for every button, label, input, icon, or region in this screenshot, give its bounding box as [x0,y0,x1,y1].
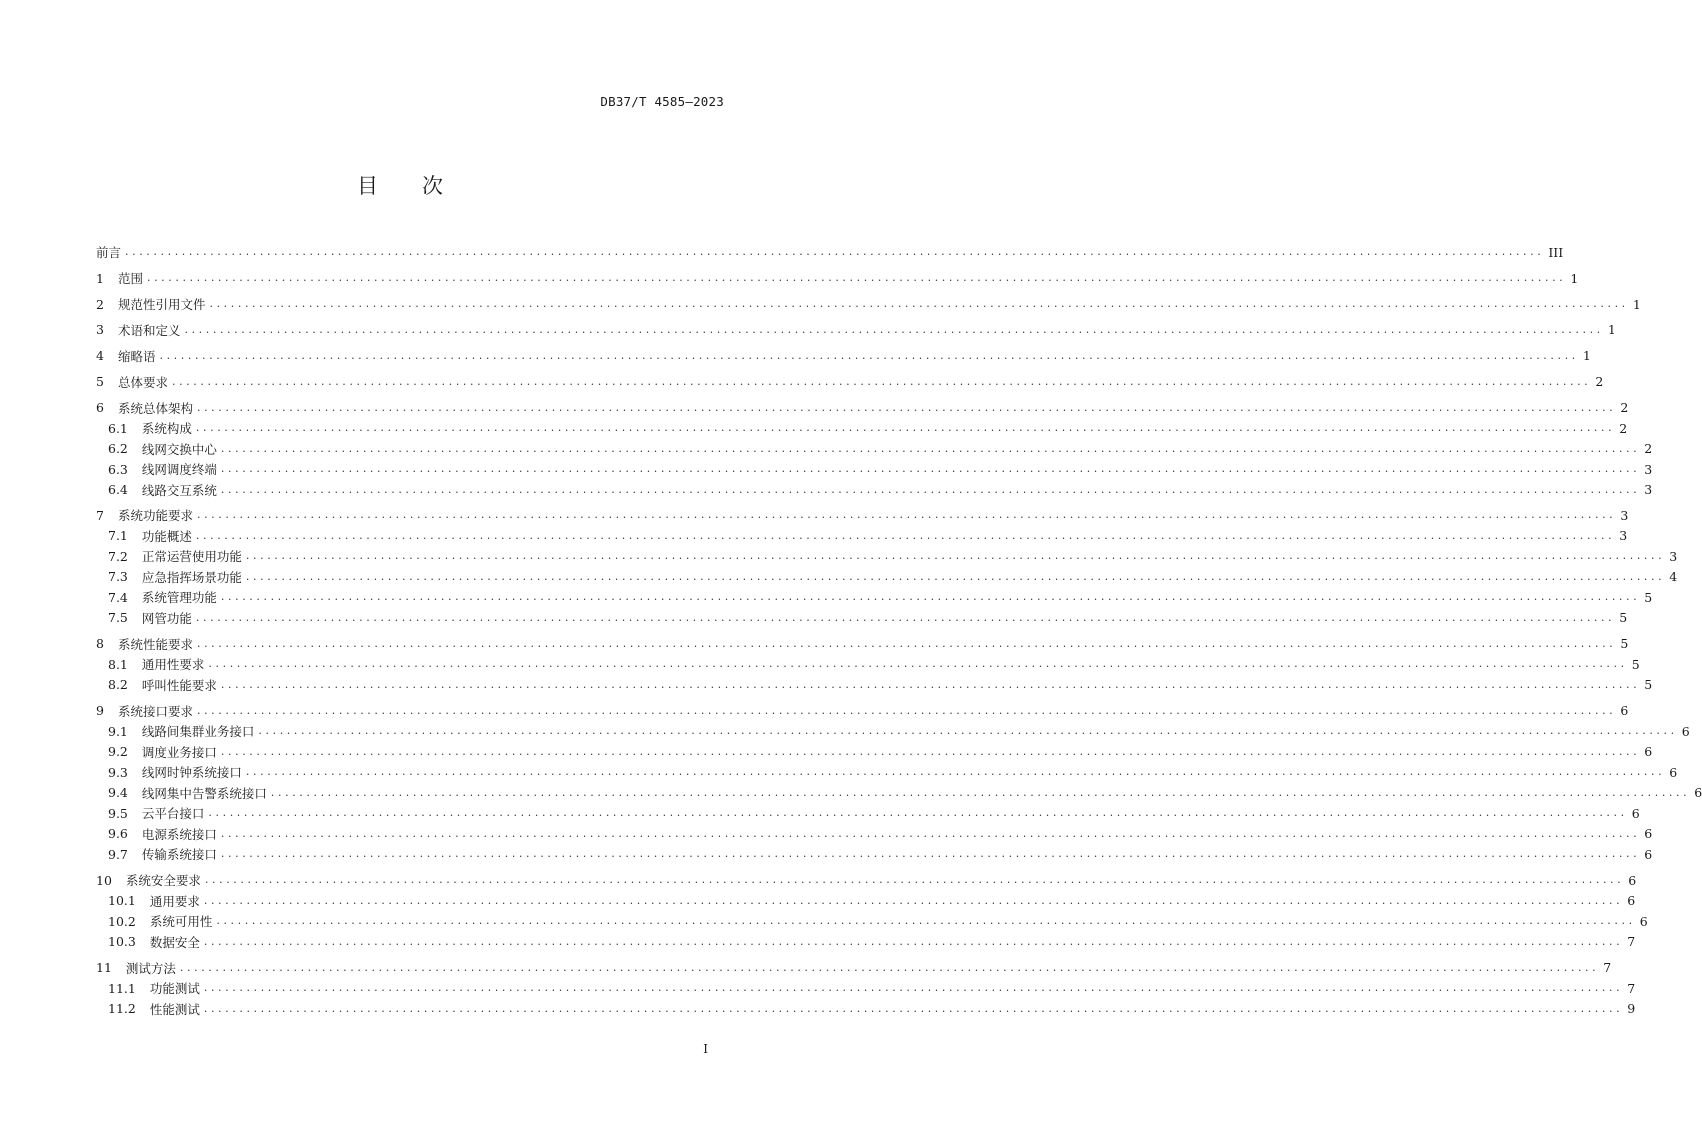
toc-entry-number: 7.5 [108,610,128,626]
toc-entry-page: 5 [1644,589,1653,605]
toc-entry-title: 线路间集群业务接口 [141,724,255,740]
toc-entry-number: 6 [96,400,104,416]
toc-entry[interactable] [96,844,1653,865]
toc-entry-number: 2 [96,296,104,312]
toc-entry-number: 7 [96,507,104,523]
toc-entry-title: 通用要求 [149,893,200,909]
toc-entry[interactable] [96,978,1636,999]
toc-leader-dots: ........................................................................................................................................................................................................ [171,374,1592,388]
toc-entry[interactable] [96,459,1653,480]
toc-entry-number: 7.3 [108,569,128,585]
toc-entry-number: 4 [96,348,104,364]
toc-entry-number: 10 [96,872,112,888]
toc-entry[interactable] [96,505,1629,526]
toc-leader-dots: ........................................................................................................................................................................................................ [195,421,1616,435]
toc-entry[interactable] [96,998,1636,1019]
toc-entry[interactable] [96,742,1653,763]
toc-entry[interactable] [96,346,1591,367]
toc-title [0,170,800,200]
toc-entry-title: 正常运营使用功能 [141,549,242,565]
toc-leader-dots: ........................................................................................................................................................................................................ [208,806,1628,820]
toc-entry-page: 2 [1620,400,1629,416]
toc-entry-title: 系统可用性 [149,914,213,930]
toc-entry-number: 9.5 [108,805,128,821]
toc-leader-dots: ........................................................................................................................................................................................................ [220,744,1641,758]
toc-entry-page: 5 [1644,677,1653,693]
toc-leader-dots: ........................................................................................................................................................................................................ [220,441,1641,455]
toc-entry-number: 9.6 [108,826,128,842]
toc-entry-page: 6 [1644,846,1653,862]
toc-entry-number: 11.1 [108,980,136,996]
toc-entry-page: 6 [1681,723,1690,739]
toc-entry-page: 3 [1644,461,1653,477]
toc-entry-page: 6 [1628,872,1637,888]
toc-entry-page: 6 [1639,913,1648,929]
toc-leader-dots: ........................................................................................................................................................................................................ [245,549,1666,563]
toc-entry-page: 1 [1607,322,1616,338]
toc-entry-number: 10.3 [108,934,136,950]
toc-entry-page: 7 [1627,980,1636,996]
toc-entry[interactable] [96,479,1653,500]
toc-entry-title: 测试方法 [125,960,176,976]
toc-entry-page: 2 [1619,420,1628,436]
toc-entry-page: 6 [1631,805,1640,821]
toc-entry-title: 线网时钟系统接口 [141,765,242,781]
toc-leader-dots: ........................................................................................................................................................................................................ [203,981,1624,995]
toc-entry[interactable] [96,242,1564,263]
toc-entry-number: 8.1 [108,656,128,672]
toc-entry-page: III [1548,244,1564,260]
toc-entry-number: 9.2 [108,744,128,760]
toc-entry[interactable] [96,701,1629,722]
toc-leader-dots: ........................................................................................................................................................................................................ [184,322,1604,336]
toc-leader-dots: ........................................................................................................................................................................................................ [125,245,1545,259]
toc-entry-page: 1 [1632,296,1641,312]
toc-entry-title: 系统构成 [141,421,192,437]
toc-leader-dots: ........................................................................................................................................................................................................ [196,636,1617,650]
toc-entry-page: 6 [1620,703,1629,719]
toc-entry-number: 9.3 [108,764,128,780]
toc-leader-dots: ........................................................................................................................................................................................................ [209,297,1629,311]
toc-entry[interactable] [96,587,1653,608]
toc-entry[interactable] [96,911,1648,932]
toc-entry-page: 6 [1694,785,1702,801]
toc-entry[interactable] [96,721,1690,742]
toc-entry-title: 呼叫性能要求 [141,677,217,693]
toc-leader-dots: ........................................................................................................................................................................................................ [220,482,1641,496]
toc-entry[interactable] [96,634,1629,655]
toc-entry[interactable] [96,824,1653,845]
toc-entry-number: 10.1 [108,893,136,909]
toc-entry[interactable] [96,783,1702,804]
toc-entry-title: 传输系统接口 [141,847,217,863]
toc-entry-title: 调度业务接口 [141,744,217,760]
toc-entry[interactable] [96,546,1678,567]
toc-entry-title: 系统功能要求 [117,508,193,524]
toc-entry[interactable] [96,397,1629,418]
toc-entry-number: 6.3 [108,461,128,477]
toc-entry[interactable] [96,931,1636,952]
toc-entry[interactable] [96,654,1640,675]
toc-entry-number: 5 [96,374,104,390]
toc-leader-dots: ........................................................................................................................................................................................................ [196,508,1617,522]
toc-leader-dots: ........................................................................................................................................................................................................ [195,528,1616,542]
toc-entry-title: 线路交互系统 [141,482,217,498]
toc-entry[interactable] [96,608,1628,629]
toc-entry-title: 范围 [117,271,143,287]
toc-entry-page: 6 [1644,744,1653,760]
toc-entry-title: 缩略语 [117,348,156,364]
toc-entry-number: 7.4 [108,589,128,605]
footer-page-number: I [703,1042,708,1056]
toc-entry-title: 网管功能 [141,610,192,626]
toc-entry-number: 9.4 [108,785,128,801]
toc-leader-dots: ........................................................................................................................................................................................................ [203,934,1624,948]
toc-entry-title: 系统接口要求 [117,703,193,719]
toc-entry[interactable] [96,870,1637,891]
toc-leader-dots: ........................................................................................................................................................................................................ [220,826,1641,840]
toc-entry-number: 7.2 [108,548,128,564]
toc-leader-dots: ........................................................................................................................................................................................................ [208,657,1628,671]
toc-leader-dots: ........................................................................................................................................................................................................ [196,400,1617,414]
toc-entry-page: 6 [1627,893,1636,909]
toc-entry-page: 7 [1603,960,1612,976]
toc-leader-dots: ........................................................................................................................................................................................................ [204,873,1625,887]
toc-entry-number: 9 [96,703,104,719]
toc-entry-title: 前言 [96,245,122,261]
toc-entry-title: 通用性要求 [141,657,205,673]
toc-entry-page: 4 [1669,569,1678,585]
toc-entry[interactable] [96,294,1641,315]
toc-entry-title: 性能测试 [149,1001,200,1017]
toc-entry[interactable] [96,803,1640,824]
toc-entry-page: 3 [1669,548,1678,564]
toc-entry[interactable] [96,957,1612,978]
toc-entry-page: 5 [1620,636,1629,652]
toc-entry-title: 数据安全 [149,934,200,950]
toc-leader-dots: ........................................................................................................................................................................................................ [220,462,1641,476]
toc-entry[interactable] [96,320,1616,341]
toc-entry-page: 5 [1619,610,1628,626]
toc-entry-number: 9.1 [108,723,128,739]
toc-entry[interactable] [96,438,1653,459]
toc-entry-number: 10.2 [108,913,136,929]
toc-entry-title: 功能概述 [141,528,192,544]
toc-entry-title: 云平台接口 [141,806,205,822]
toc-entry-title: 电源系统接口 [141,826,217,842]
toc-entry-title: 规范性引用文件 [117,297,206,313]
toc-entry[interactable] [96,675,1653,696]
toc-entry-page: 9 [1627,1001,1636,1017]
toc-entry-page: 7 [1627,934,1636,950]
toc-leader-dots: ........................................................................................................................................................................................................ [159,348,1579,362]
toc-entry[interactable] [96,567,1678,588]
toc-title-char-1: 目 [357,174,378,198]
toc-entry-title: 总体要求 [117,374,168,390]
toc-entry-title: 系统总体架构 [117,400,193,416]
toc-entry-number: 6.1 [108,420,128,436]
toc-entry-number: 11 [96,960,112,976]
toc-entry-number: 11.2 [108,1001,136,1017]
toc-leader-dots: ........................................................................................................................................................................................................ [196,703,1617,717]
toc-entry-number: 7.1 [108,528,128,544]
toc-leader-dots: ........................................................................................................................................................................................................ [220,590,1641,604]
toc-entry-title: 系统性能要求 [117,636,193,652]
toc-entry-page: 3 [1619,528,1628,544]
toc-entry-number: 6.4 [108,482,128,498]
toc-entry-page: 3 [1620,507,1629,523]
toc-entry[interactable] [96,526,1628,547]
toc-entry-title: 应急指挥场景功能 [141,569,242,585]
toc-entry-number: 9.7 [108,846,128,862]
toc-leader-dots: ........................................................................................................................................................................................................ [203,1001,1624,1015]
toc-entry-number: 3 [96,322,104,338]
toc-leader-dots: ........................................................................................................................................................................................................ [245,569,1666,583]
toc-leader-dots: ........................................................................................................................................................................................................ [270,785,1691,799]
toc-entry[interactable] [96,371,1604,392]
toc-entry[interactable] [96,762,1678,783]
toc-entry-title: 线网调度终端 [141,462,217,478]
document-code: DB37/T 4585—2023 [600,94,724,109]
toc-title-char-2: 次 [422,174,443,198]
toc-entry-number: 8.2 [108,677,128,693]
toc-entry-page: 5 [1631,656,1640,672]
toc-entry-title: 系统管理功能 [141,590,217,606]
toc-entry-number: 8 [96,636,104,652]
toc-entry-page: 2 [1595,374,1604,390]
toc-leader-dots: ........................................................................................................................................................................................................ [203,893,1624,907]
toc-entry-number: 1 [96,270,104,286]
toc-entry-page: 2 [1644,441,1653,457]
toc-entry-page: 1 [1582,348,1591,364]
toc-entry-page: 6 [1644,826,1653,842]
table-of-contents [96,242,1702,1019]
toc-entry-title: 功能测试 [149,981,200,997]
toc-leader-dots: ........................................................................................................................................................................................................ [258,724,1678,738]
toc-entry-title: 术语和定义 [117,322,181,338]
toc-leader-dots: ........................................................................................................................................................................................................ [220,677,1641,691]
toc-entry[interactable] [96,890,1636,911]
toc-entry-page: 6 [1669,764,1678,780]
toc-entry-title: 系统安全要求 [125,873,201,889]
toc-leader-dots: ........................................................................................................................................................................................................ [179,960,1600,974]
toc-entry-page: 1 [1570,270,1579,286]
toc-entry-number: 6.2 [108,441,128,457]
toc-leader-dots: ........................................................................................................................................................................................................ [216,914,1636,928]
toc-leader-dots: ........................................................................................................................................................................................................ [146,271,1567,285]
toc-entry-title: 线网交换中心 [141,441,217,457]
toc-entry-page: 3 [1644,482,1653,498]
toc-entry[interactable] [96,418,1628,439]
toc-leader-dots: ........................................................................................................................................................................................................ [220,847,1641,861]
toc-entry[interactable] [96,268,1579,289]
toc-entry-title: 线网集中告警系统接口 [141,785,267,801]
toc-leader-dots: ........................................................................................................................................................................................................ [245,765,1666,779]
toc-leader-dots: ........................................................................................................................................................................................................ [195,610,1616,624]
